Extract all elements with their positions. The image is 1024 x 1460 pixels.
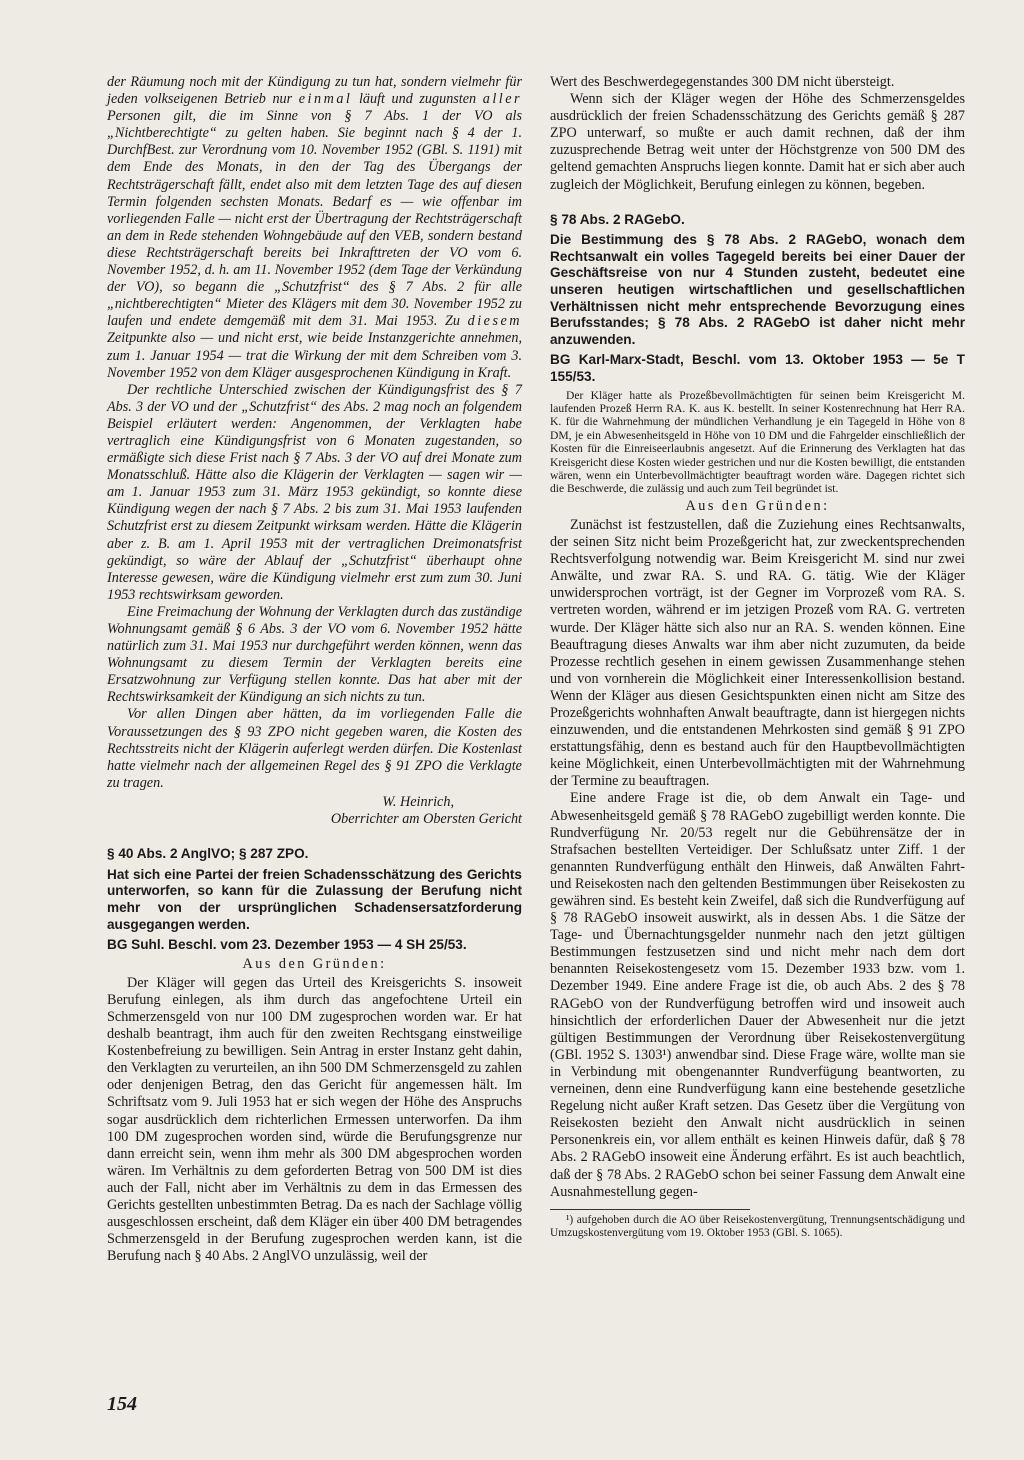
paragraph: Vor allen Dingen aber hätten, da im vorliegenden Falle die Voraussetzungen des § 93 ZPO nicht gegeben waren, die Kosten des Rechtsstreits nicht der Klägerin auferlegt werden dürfen. Die Kostenlast hatte vielmehr nach der allgemeinen Regel des § 91 ZPO die Verklagte zu tragen.	[107, 706, 522, 791]
case-headnote: Die Bestimmung des § 78 Abs. 2 RAGebO, wonach dem Rechtsanwalt ein volles Tagegeld bereits bei einer Dauer der Geschäftsreise von nur 4 Stunden zusteht, bedeutet eine unseren heutigen wirtschaftlichen und gesellschaftlichen Verhältnissen nicht mehr entsprechende Bevorzugung eines Berufsstandes; § 78 Abs. 2 RAGebO ist daher nicht mehr anzuwenden.	[550, 232, 965, 347]
case-summary: Der Kläger hatte als Prozeßbevollmächtigten für seinen beim Kreisgericht M. laufenden Prozeß Herrn RA. K. aus K. bestellt. In seiner Kostenrechnung hat Herr RA. K. für die Wahrnehmung der mündlichen Verhandlung je ein Tagegeld in Höhe von 8 DM, je ein Abwesenheitsgeld in Höhe von 10 DM und die Fahrgelder einschließlich der Kosten für die Einreiseerlaubnis angesetzt. Auf die Erinnerung des Verklagten hat das Kreisgericht diese Kosten wieder gestrichen und nur die Kosten bewilligt, die entstanden wären, wenn ein Unterbevollmächtigter beauftragt worden wäre. Dagegen richtet sich die Beschwerde, die zulässig und auch zum Teil begründet ist.	[550, 388, 965, 496]
footnote-divider	[550, 1209, 750, 1210]
case-citation: § 40 Abs. 2 AnglVO; § 287 ZPO.	[107, 846, 309, 862]
paragraph: Eine Freimachung der Wohnung der Verklagten durch das zuständige Wohnungsamt gemäß § 6 Abs. 3 der VO vom 6. November 1952 hätte natürlich zum 31. Mai 1953 nur durchgeführt werden können, wenn das Wohnungsamt zu diesem Termin der Verklagten bereits eine Ersatzwohnung zur Verfügung stellen konnte. Das hat aber mit der Rechtswirksamkeit der Kündigung an sich nichts zu tun.	[107, 603, 522, 706]
court-reference: BG Suhl. Beschl. vom 23. Dezember 1953 — 4 SH 25/53.	[107, 937, 467, 953]
paragraph: Wert des Beschwerdegegenstandes 300 DM nicht übersteigt.	[550, 74, 895, 90]
footnote: ¹) aufgehoben durch die AO über Reisekostenvergütung, Trennungsentschädigung und Umzugskostenvergütung vom 19. Oktober 1953 (GBl. S. 1065).	[550, 1213, 965, 1239]
signature-role: Oberrichter am Obersten Gericht	[330, 811, 522, 828]
right-column	[550, 74, 965, 1240]
paragraph: der Räumung noch mit der Kündigung zu tun hat, sondern vielmehr für jeden volkseigenen Betrieb nur einmal läuft und zugunsten aller Personen gilt, die im Sinne von § 7 Abs. 1 der VO als „Nichtberechtigte“ zu gelten haben. Sie beginnt nach § 4 der 1. DurchfBest. zur Verordnung vom 10. November 1952 (GBl. S. 1191) mit dem Ende des Monats, in den der Tag des Übergangs der Rechtsträgerschaft fällt, endet also mit dem letzten Tage des auf diesen Termin folgenden sechsten Monats. Bedarf es — wie offenbar im vorliegenden Falle — nicht erst der Übertragung der Rechtsträgerschaft an dem in Rede stehenden Wohngebäude auf den VEB, sondern bestand diese Rechtsträgerschaft bereits bei Inkrafttreten der VO vom 6. November 1952, d. h. am 11. November 1952 (dem Tage der Verkündung der VO), so begann die „Schutzfrist“ des § 7 Abs. 2 für alle „nichtberechtigten“ Mieter des Klägers mit dem 30. November 1952 zu laufen und endete demgemäß mit dem 31. Mai 1953. Zu diesem Zeitpunkte also — und nicht erst, wie beide Instanzgerichte annehmen, zum 1. Januar 1954 — trat die Wirkung der mit dem Schreiben vom 3. November 1952 von dem Kläger ausgesprochenen Kündigung in Kraft.	[107, 74, 523, 381]
signature-name: W. Heinrich,	[382, 793, 454, 810]
case-citation: § 78 Abs. 2 RAGebO.	[550, 211, 685, 227]
paragraph: Der rechtliche Unterschied zwischen der Kündigungsfrist des § 7 Abs. 3 der VO und der „Schutzfrist“ des Abs. 2 mag noch an folgendem Beispiel erläutert werden: Angenommen, der Verklagten habe vertraglich eine Kündigungsfrist von 6 Monaten zugestanden, so ermäßigte sich diese Frist nach § 7 Abs. 3 der VO auf drei Monate zum Monatsschluß. Hätte also die Klägerin der Verklagten — sagen wir — am 1. Januar 1953 zum 31. März 1953 gekündigt, so konnte diese Kündigung wegen der nach § 7 Abs. 2 bis zum 31. Mai 1953 laufenden Schutzfrist erst zu diesem Zeitpunkt wirksam werden. Hätte die Klägerin aber z. B. am 1. April 1953 mit der vertraglichen Dreimonatsfrist gekündigt, so wäre der Ablauf der „Schutzfrist“ überhaupt ohne Interesse gewesen, wäre die Kündigung vielmehr erst zum zum 30. Juni 1953 rechtswirksam geworden.	[107, 381, 522, 603]
case-headnote: Hat sich eine Partei der freien Schadensschätzung des Gerichts unterworfen, so kann für die Zulassung der Berufung nicht mehr von der ursprünglichen Schadensersatzforderung ausgegangen werden.	[107, 866, 522, 932]
page-number: 154	[107, 1393, 137, 1415]
section-heading: Aus den Gründen:	[242, 955, 387, 972]
paragraph: Eine andere Frage ist die, ob dem Anwalt ein Tage- und Abwesenheitsgeld gemäß § 78 RAGebO zugebilligt werden konnte. Die Rundverfügung Nr. 20/53 regelt nur die Gebührensätze der in Strafsachen bestellten Verteidiger. Der Schlußsatz unter Ziff. 1 der genannten Rundverfügung enthält den Hinweis, daß Anwälten Fahrt- und Reisekosten nach den geltenden Bestimmungen über Reisekosten zu gewähren sind. Es besteht kein Zweifel, daß sich die Rundverfügung auf § 78 RAGebO insoweit auswirkt, als in dessen Abs. 1 die Sätze der Tage- und Übernachtungsgelder nunmehr nach den jetzt gültigen Bestimmungen festzusetzen sind und nicht mehr nach dem dort benannten Reisekostengesetz vom 15. Dezember 1933 bzw. vom 1. Dezember 1949. Eine andere Frage ist die, ob auch Abs. 2 des § 78 RAGebO von der Rundverfügung betroffen wird und insoweit auch hinsichtlich der erforderlichen Dauer der Abwesenheit nur die jetzt gültigen Bestimmungen der Verordnung über Reisekostenvergütung (GBl. 1952 S. 1303¹) anwendbar sind. Diese Frage wäre, wollte man sie in Verbindung mit obengenannter Rundverfügung beantworten, zu verneinen, denn eine Rundverfügung kann eine bestehende gesetzliche Regelung nicht außer Kraft setzen. Das Gesetz über die Vergütung von Reisekosten bezieht den Anwalt nicht ausdrücklich in seinen Personenkreis ein, vor allem enthält es keinen Hinweis dafür, daß § 78 Abs. 2 RAGebO insoweit eine Änderung erfährt. Es ist auch beachtlich, daß der § 78 Abs. 2 RAGebO schon bei seiner Fassung dem Anwalt eine Ausnahmestellung gegen-	[550, 790, 965, 1200]
left-column	[107, 74, 522, 1265]
paragraph: Wenn sich der Kläger wegen der Höhe des Schmerzensgeldes ausdrücklich der freien Schadensschätzung des Gerichts gemäß § 287 ZPO unterwarf, so mußte er auch damit rechnen, daß der ihm zuzusprechende Betrag weit unter der Höchstgrenze von 500 DM des geltend gemachten Anspruchs liegen konnte. Damit hat er sich aber auch zugleich der Möglichkeit, Berufung einlegen zu können, begeben.	[550, 91, 965, 193]
paragraph: Zunächst ist festzustellen, daß die Zuziehung eines Rechtsanwalts, der seinen Sitz nicht beim Prozeßgericht hat, zur zweckentsprechenden Rechtsverfolgung notwendig war. Beim Kreisgericht M. sind nur zwei Anwälte, und zwar RA. S. und RA. G. tätig. Wie der Kläger unwidersprochen vorträgt, ist der Gegner im Vorprozeß vom RA. S. vertreten worden, während er im jetzigen Prozeß vom RA. G. vertreten wurde. Der Kläger hätte sich also nur an RA. S. wenden können. Eine Beauftragung dieses Anwalts war ihm aber nicht zuzumuten, da beide Prozesse rechtlich gesehen in einem gewissen Zusammenhange stehen und von vornherein die Möglichkeit einer Interessenkollision bestand. Wenn der Kläger aus diesen Gesichtspunkten einen nicht am Sitze des Prozeßgerichts wohnhaften Anwalt beauftragte, dann ist hiergegen nichts einzuwenden, und die entstandenen Mehrkosten sind gemäß § 91 ZPO erstattungsfähig, denn es bestand auch für den Hauptbevollmächtigten keine Möglichkeit, einen Unterbevollmächtigten mit der Wahrnehmung der Termine zu beauftragen.	[550, 516, 965, 790]
section-heading: Aus den Gründen:	[685, 497, 830, 514]
court-reference: BG Karl-Marx-Stadt, Beschl. vom 13. Oktober 1953 — 5e T 155/53.	[550, 352, 965, 384]
paragraph: Der Kläger will gegen das Urteil des Kreisgerichts S. insoweit Berufung einlegen, als ihm durch das angefochtene Urteil ein Schmerzensgeld von nur 100 DM zugesprochen worden war. Er hat deshalb beantragt, ihm auch für den zweiten Rechtsgang einstweilige Kostenbefreiung zu bewilligen. Sein Antrag in erster Instanz geht dahin, den Verklagten zu verurteilen, an ihn 500 DM Schmerzensgeld zu zahlen oder denjenigen Betrag, den das Gericht für angemessen hält. Im Schriftsatz vom 9. Juli 1953 hat er sich wegen der Höhe des Anspruchs sogar ausdrücklich dem richterlichen Ermessen unterworfen. Da ihm 100 DM zugesprochen worden sind, würde die Berufungsgrenze nur dann erreicht sein, wenn ihm mehr als 300 DM abgesprochen worden wären. Im Verhältnis zu dem geforderten Betrag von 500 DM ist dies auch der Fall, nicht aber im Verhältnis zu dem in das Ermessen des Gerichts gestellten unbestimmten Betrag. Da es nach der Sachlage völlig ausgeschlossen erscheint, daß dem Kläger ein über 400 DM betragendes Schmerzensgeld in der Berufung zugesprochen werden kann, ist die Berufung nach § 40 Abs. 2 AnglVO unzulässig, weil der	[107, 974, 522, 1265]
